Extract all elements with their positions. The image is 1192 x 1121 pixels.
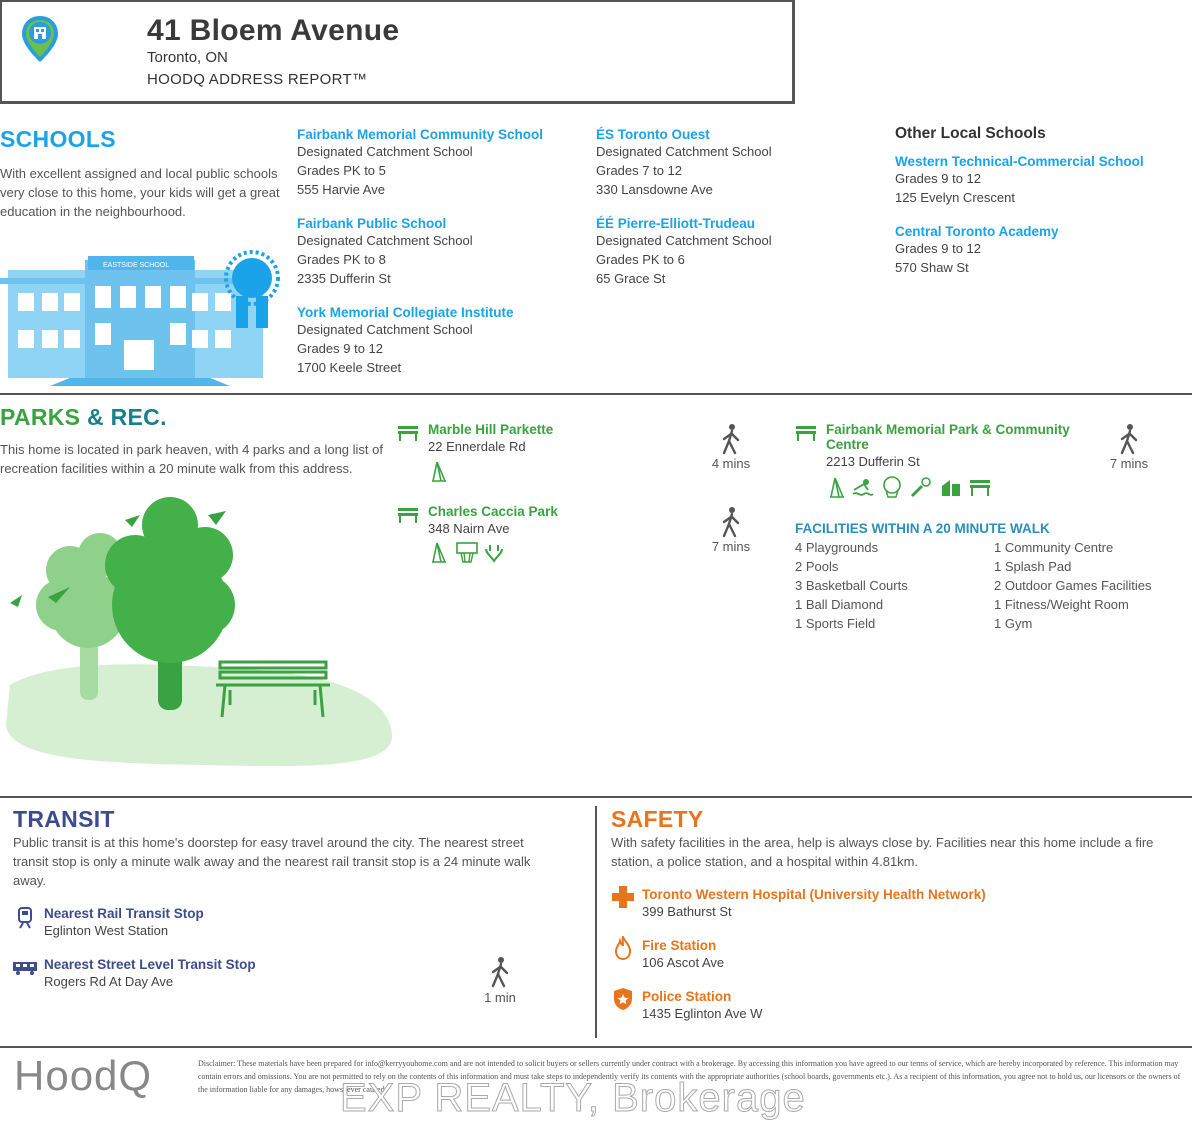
school-grades: Grades 9 to 12: [297, 341, 383, 356]
playground-icon: [430, 541, 448, 563]
school-name-link[interactable]: Fairbank Memorial Community School: [297, 127, 544, 142]
bench-icon: [968, 476, 992, 498]
school-grades: Grades 9 to 12: [895, 171, 981, 186]
school-address: 1700 Keele Street: [297, 360, 402, 375]
other-schools-title: Other Local Schools: [895, 125, 1046, 142]
park-name-link[interactable]: Charles Caccia Park: [428, 504, 558, 519]
school-entry: [596, 127, 772, 199]
transit-intro: [13, 833, 530, 890]
school-address: 555 Harvie Ave: [297, 182, 385, 197]
street-transit-label: Nearest Street Level Transit Stop: [44, 957, 256, 972]
facility-item: 1 Splash Pad: [994, 559, 1072, 574]
parks-title-b: & REC.: [80, 404, 167, 430]
city-text: Toronto, ON: [147, 49, 228, 66]
park-illustration: [0, 495, 395, 770]
school-name-link[interactable]: ÉS Toronto Ouest: [596, 127, 710, 142]
school-entry: [297, 127, 543, 199]
school-grades: Grades PK to 8: [297, 252, 386, 267]
park-address: 2213 Dufferin St: [826, 454, 920, 469]
school-type: Designated Catchment School: [297, 144, 473, 159]
vertical-divider: [595, 806, 597, 1038]
disclaimer-text: Disclaimer: These materials have been prepared for info@kerryyouhome.com and are not intended to solicit buyers or sellers currently under contract with a brokerage. By accessing this information you have agreed to our terms of service, which are hereby incorporated by reference. This information may contain errors and omissions. You are not permitted to rely on the contents of this information and must take steps to independently verify its contents with the appropriate authorities (school boards, governments etc.). As a recipient of this information, you agree not to hold us, our licensors or the owners of the information liable for any damages, howsoever caused.: [198, 1059, 1181, 1094]
walk-time: 7 mins: [711, 539, 751, 554]
parks-intro-line: recreation facilities within a 20 minute walk from this address.: [0, 461, 353, 476]
school-address: 65 Grace St: [596, 271, 666, 286]
playground-icon: [828, 476, 846, 498]
playground-icon: [430, 460, 448, 482]
school-entry: [297, 305, 514, 377]
facility-item: 1 Community Centre: [994, 540, 1114, 555]
walking-person-icon: [489, 956, 511, 988]
address-title: 41 Bloem Avenue: [147, 14, 400, 47]
bench-icon: [397, 425, 419, 441]
park-name-link-cont[interactable]: Centre: [826, 437, 869, 452]
schools-intro-line: very close to this home, your kids will get a great: [0, 185, 280, 200]
school-entry: [297, 216, 473, 288]
police-entry: [642, 989, 762, 1023]
school-sign: EASTSIDE SCHOOL: [103, 262, 170, 269]
fire-entry: [642, 938, 724, 972]
fire-station-address: 106 Ascot Ave: [642, 955, 725, 970]
facility-item: 4 Playgrounds: [795, 540, 879, 555]
facility-item: 3 Basketball Courts: [795, 578, 908, 593]
school-address: 570 Shaw St: [895, 260, 969, 275]
safety-intro: [611, 833, 1153, 871]
ball-diamond-icon: [910, 476, 934, 498]
hospital-name: Toronto Western Hospital (University Health Network): [642, 887, 986, 902]
school-address: 2335 Dufferin St: [297, 271, 391, 286]
parks-title: [0, 404, 167, 431]
fire-station-name: Fire Station: [642, 938, 717, 953]
walking-person-icon: [720, 506, 742, 538]
schools-title: SCHOOLS: [0, 126, 116, 152]
community-centre-icon: [940, 476, 962, 498]
parks-title-a: PARKS: [0, 404, 81, 430]
splash-pad-icon: [482, 541, 506, 563]
report-label: HOODQ ADDRESS REPORT™: [147, 71, 368, 88]
parks-intro: [0, 440, 383, 478]
basketball-icon: [880, 476, 904, 498]
school-name-link[interactable]: York Memorial Collegiate Institute: [297, 305, 514, 320]
brokerage-watermark: EXP REALTY, Brokerage: [340, 1076, 806, 1120]
pool-icon: [852, 476, 874, 498]
school-name-link[interactable]: Western Technical-Commercial School: [895, 154, 1144, 169]
police-station-address: 1435 Eglinton Ave W: [642, 1006, 763, 1021]
facilities-right-list: [994, 538, 1152, 633]
home-pin-icon: [20, 14, 60, 64]
transit-title: TRANSIT: [13, 806, 115, 832]
facilities-title: FACILITIES WITHIN A 20 MINUTE WALK: [795, 521, 1050, 536]
facility-item: 1 Sports Field: [795, 616, 876, 631]
facility-item: 1 Fitness/Weight Room: [994, 597, 1129, 612]
rail-transit-value: Eglinton West Station: [44, 923, 169, 938]
school-type: Designated Catchment School: [596, 233, 772, 248]
safety-title: SAFETY: [611, 806, 704, 832]
park-name-link[interactable]: Marble Hill Parkette: [428, 422, 554, 437]
rail-transit-label: Nearest Rail Transit Stop: [44, 906, 204, 921]
fire-icon: [614, 936, 632, 960]
park-name-link[interactable]: Fairbank Memorial Park & Community: [826, 422, 1070, 437]
street-transit-value: Rogers Rd At Day Ave: [44, 974, 174, 989]
police-station-name: Police Station: [642, 989, 732, 1004]
park-entry: [428, 422, 553, 456]
walk-time: 4 mins: [711, 456, 751, 471]
facility-item: 1 Gym: [994, 616, 1033, 631]
walk-time: 1 min: [484, 990, 516, 1005]
parks-intro-line: This home is located in park heaven, with 4 parks and a long list of: [0, 442, 383, 457]
street-transit-entry: [44, 957, 256, 991]
school-name-link[interactable]: Central Toronto Academy: [895, 224, 1059, 239]
other-school-entry: [895, 154, 1144, 207]
safety-intro-line: station, a police station, and a hospital within 4.81km.: [611, 854, 919, 869]
park-entry: [826, 422, 1070, 471]
hospital-icon: [611, 885, 635, 909]
school-name-link[interactable]: Fairbank Public School: [297, 216, 447, 231]
facilities-left-list: [795, 538, 908, 633]
transit-intro-line: away.: [13, 873, 46, 888]
school-name-link[interactable]: ÉÉ Pierre-Elliott-Trudeau: [596, 216, 756, 231]
school-grades: Grades PK to 6: [596, 252, 685, 267]
school-type: Designated Catchment School: [297, 322, 473, 337]
facility-item: 1 Ball Diamond: [795, 597, 884, 612]
bench-icon: [795, 425, 817, 441]
transit-intro-line: Public transit is at this home's doorstep for easy travel around the city. The nearest street: [13, 835, 524, 850]
school-type: Designated Catchment School: [596, 144, 772, 159]
facility-item: 2 Outdoor Games Facilities: [994, 578, 1152, 593]
school-grades: Grades 7 to 12: [596, 163, 682, 178]
footer-divider: [0, 1046, 1192, 1048]
park-entry: [428, 504, 558, 538]
school-address: 125 Evelyn Crescent: [895, 190, 1015, 205]
transit-intro-line: transit stop is only a minute walk away and the nearest rail transit stop is a 24 minute walk: [13, 854, 531, 869]
walking-person-icon: [720, 423, 742, 455]
basketball-icon: [455, 541, 479, 563]
school-building-illustration: [0, 248, 285, 388]
school-entry: [596, 216, 772, 288]
rail-transit-entry: [44, 906, 204, 940]
schools-intro-line: With excellent assigned and local public schools: [0, 166, 278, 181]
park-address: 22 Ennerdale Rd: [428, 439, 526, 454]
school-type: Designated Catchment School: [297, 233, 473, 248]
police-badge-icon: [612, 987, 634, 1011]
school-grades: Grades PK to 5: [297, 163, 386, 178]
rail-icon: [16, 906, 34, 930]
walk-time: 7 mins: [1109, 456, 1149, 471]
safety-intro-line: With safety facilities in the area, help is always close by. Facilities near this home include a fire: [611, 835, 1154, 850]
other-school-entry: [895, 224, 1059, 277]
park-amenities: [828, 476, 992, 498]
school-address: 330 Lansdowne Ave: [596, 182, 713, 197]
hoodq-logo: HoodQ: [14, 1052, 153, 1099]
walking-person-icon: [1118, 423, 1140, 455]
section-divider: [0, 393, 1192, 395]
schools-intro-line: education in the neighbourhood.: [0, 204, 186, 219]
hospital-address: 399 Bathurst St: [642, 904, 732, 919]
section-divider: [0, 796, 1192, 798]
park-address: 348 Nairn Ave: [428, 521, 510, 536]
facility-item: 2 Pools: [795, 559, 839, 574]
hospital-entry: [642, 887, 986, 921]
bus-icon: [12, 960, 38, 976]
schools-intro: [0, 164, 280, 221]
bench-icon: [397, 507, 419, 523]
school-grades: Grades 9 to 12: [895, 241, 981, 256]
